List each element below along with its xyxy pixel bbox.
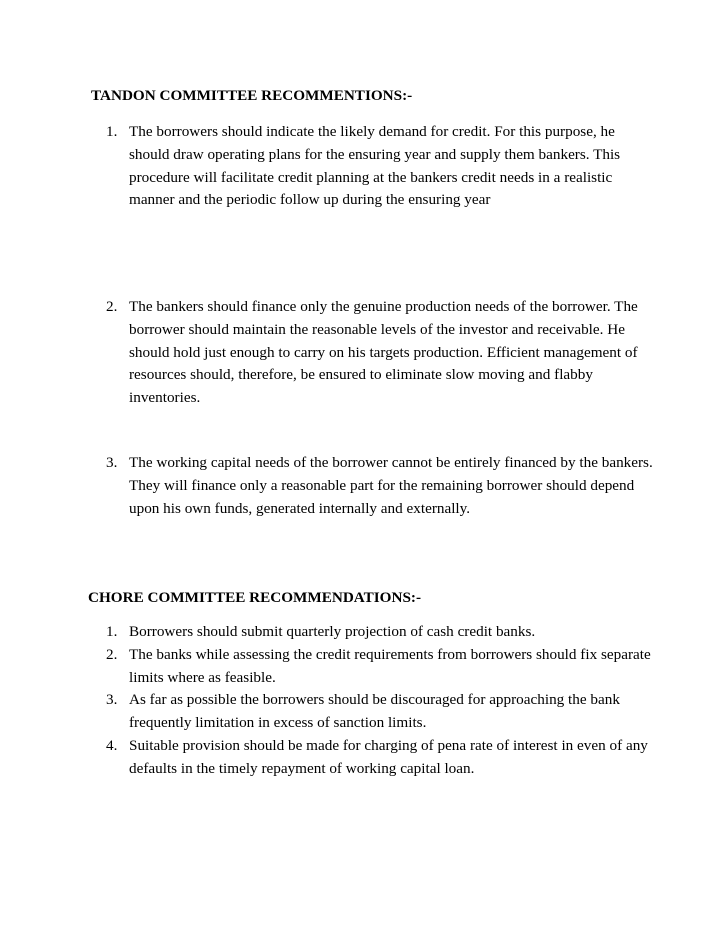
list-number: 2. [106, 645, 118, 663]
tandon-list-continued [0, 296, 728, 410]
list-number: 2. [106, 298, 118, 315]
list-text: The banks while assessing the credit requirements from borrowers should fix separate limits where as feasible. [129, 645, 651, 686]
list-number: 3. [106, 691, 118, 709]
list-number: 4. [106, 736, 118, 754]
list-text: As far as possible the borrowers should be discouraged for approaching the bank frequently limitation in excess of sanction limits. [129, 691, 620, 732]
tandon-heading: TANDON COMMITTEE RECOMMENTIONS:- [91, 87, 413, 104]
list-text: The working capital needs of the borrower cannot be entirely financed by the bankers. They will finance only a reasonable part for the remaining borrower should depend upon his own funds, generated internally and externally. [129, 454, 653, 517]
tandon-list [0, 121, 728, 212]
list-number: 1. [106, 123, 118, 140]
list-text: The borrowers should indicate the likely demand for credit. For this purpose, he should draw operating plans for the ensuring year and supply them bankers. This procedure will facilitate credit planning at the bankers credit needs in a realistic manner and the periodic follow up during the ensuring year [129, 123, 621, 209]
chore-heading: CHORE COMMITTEE RECOMMENDATIONS:- [88, 589, 422, 606]
chore-item-3 [0, 689, 654, 735]
tandon-item-2 [0, 296, 654, 410]
tandon-item-1 [0, 121, 654, 212]
chore-item-1 [0, 621, 654, 644]
list-number: 3. [106, 454, 118, 471]
chore-list [0, 621, 728, 781]
tandon-item-3 [0, 452, 654, 520]
list-number: 1. [106, 623, 118, 640]
tandon-list-continued-2 [0, 452, 728, 520]
chore-item-4 [0, 735, 654, 781]
chore-item-2 [0, 644, 654, 690]
list-text: Suitable provision should be made for charging of pena rate of interest in even of any defaults in the timely repayment of working capital loan. [129, 736, 648, 777]
list-text: The bankers should finance only the genuine production needs of the borrower. The borrower should maintain the reasonable levels of the investor and receivable. He should hold just enough to carry on his targets production. Efficient management of resources should, therefore, be ensured to eliminate slow moving and flabby inventories. [129, 298, 638, 407]
list-text: Borrowers should submit quarterly projection of cash credit banks. [129, 623, 536, 640]
